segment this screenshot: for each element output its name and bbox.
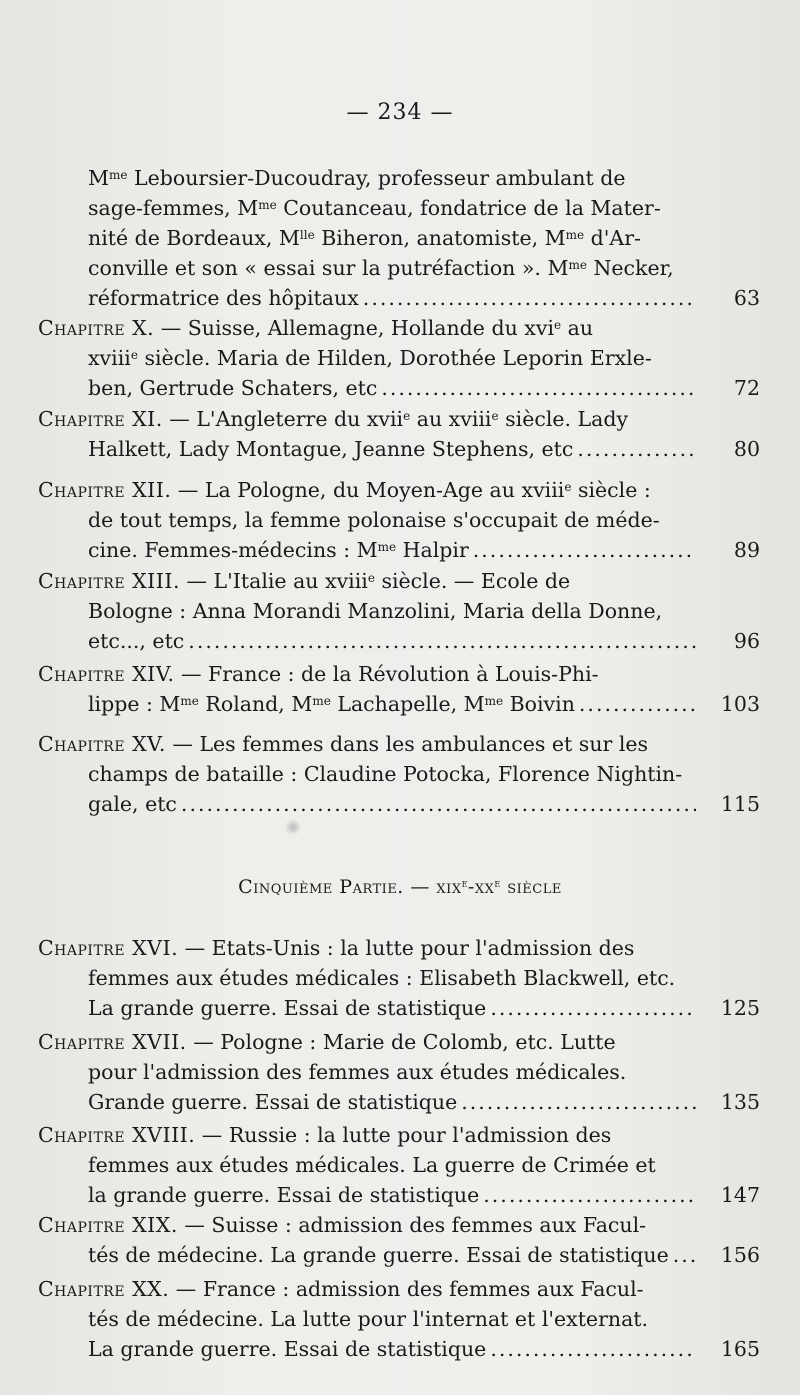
toc-entry-text: La grande guerre. Essai de statistique	[88, 996, 487, 1020]
dot-leader	[673, 1240, 696, 1270]
dot-leader	[188, 626, 696, 656]
chapter-title: — Russie : la lutte pour l'admission des	[195, 1123, 612, 1147]
toc-entry-first-line	[38, 1027, 760, 1057]
dot-leader	[473, 535, 696, 565]
toc-page-number: 115	[720, 792, 760, 816]
toc-page-number: 165	[720, 1337, 760, 1361]
chapter-title: — Pologne : Marie de Colomb, etc. Lutte	[186, 1030, 616, 1054]
toc-last-line	[38, 535, 760, 565]
toc-entry-text: Halkett, Lady Montague, Jeanne Stephens, etc	[88, 437, 574, 461]
toc-last-line	[38, 1240, 760, 1270]
dot-leader	[381, 373, 696, 403]
part-title: Cinquième Partie. — $xix^e-xx^e$ siècle	[238, 876, 562, 898]
toc-page-number: 80	[733, 437, 760, 461]
toc-last-line	[38, 789, 760, 819]
toc-entry-chapter-14	[38, 659, 760, 719]
toc-page-number: 96	[733, 629, 760, 653]
toc-entry-line: $M^{me}$ Leboursier-Ducoudray, professeur ambulant de	[88, 166, 626, 190]
toc-entry-line: nité de Bordeaux, $M^{lle}$ Biheron, anatomiste, $M^{me}$ d'Ar-	[88, 226, 641, 250]
chapter-label: Chapitre XVII.	[38, 1030, 187, 1054]
toc-entry-text: gale, etc	[88, 792, 177, 816]
toc-entry-chapter-12	[38, 475, 760, 565]
toc-entry-intro	[38, 163, 760, 313]
dot-leader	[579, 689, 696, 719]
toc-entry-text: ben, Gertrude Schaters, etc	[88, 376, 378, 400]
chapter-label: Chapitre XX.	[38, 1277, 170, 1301]
chapter-label: Chapitre XI.	[38, 407, 163, 431]
chapter-label: Chapitre X.	[38, 316, 155, 340]
toc-entry-chapter-18	[38, 1120, 760, 1210]
dot-leader	[363, 283, 696, 313]
toc-page-number: 156	[720, 1243, 760, 1267]
toc-entry-chapter-11	[38, 404, 760, 464]
ink-smudge	[285, 818, 301, 836]
dot-leader	[577, 434, 696, 464]
toc-entry-line: xviii$^e$ siècle. Maria de Hilden, Dorothée Leporin Erxle-	[88, 346, 652, 370]
dot-leader	[490, 1334, 696, 1364]
toc-page-number: 63	[733, 286, 760, 310]
chapter-title: — Les femmes dans les ambulances et sur les	[165, 732, 649, 756]
toc-entry-line: sage-femmes, $M^{me}$ Coutanceau, fondatrice de la Mater-	[88, 196, 661, 220]
toc-entry-line: pour l'admission des femmes aux études médicales.	[88, 1060, 627, 1084]
toc-entry-text: tés de médecine. La grande guerre. Essai de statistique	[88, 1243, 669, 1267]
chapter-title: — Etats-Unis : la lutte pour l'admission des	[178, 936, 635, 960]
dot-leader	[490, 993, 696, 1023]
dot-leader	[483, 1180, 696, 1210]
toc-entry-first-line	[38, 404, 760, 434]
toc-page-number: 89	[733, 538, 760, 562]
toc-entry-text: lippe : $M^{me}$ Roland, $M^{me}$ Lachapelle, $M^{me}$ Boivin	[88, 692, 575, 716]
chapter-label: Chapitre XIII.	[38, 569, 180, 593]
page-number: — 234 —	[346, 100, 454, 125]
toc-entry-line: de tout temps, la femme polonaise s'occupait de méde-	[88, 508, 660, 532]
toc-last-line	[38, 1180, 760, 1210]
toc-entry-text: La grande guerre. Essai de statistique	[88, 1337, 487, 1361]
toc-entry-first-line	[38, 313, 760, 343]
chapter-label: Chapitre XII.	[38, 478, 172, 502]
dot-leader	[461, 1087, 696, 1117]
chapter-title: — L'Angleterre du xvii$^e$ au xviii$^e$ siècle. Lady	[162, 407, 629, 431]
toc-entry-line: champs de bataille : Claudine Potocka, Florence Nightin-	[88, 762, 683, 786]
chapter-title: — Suisse : admission des femmes aux Facul-	[177, 1213, 647, 1237]
toc-entry-text: etc..., etc	[88, 629, 185, 653]
toc-page-number: 147	[720, 1183, 760, 1207]
toc-entry-line: tés de médecine. La lutte pour l'internat et l'externat.	[88, 1307, 649, 1331]
toc-last-line	[38, 1087, 760, 1117]
toc-entry-chapter-13	[38, 566, 760, 656]
toc-page-number: 125	[720, 996, 760, 1020]
toc-entry-text: réformatrice des hôpitaux	[88, 286, 359, 310]
chapter-title: — La Pologne, du Moyen-Age au xviii$^e$ siècle :	[171, 478, 651, 502]
toc-entry-first-line	[38, 1120, 760, 1150]
toc-last-line	[38, 1334, 760, 1364]
chapter-title: — France : admission des femmes aux Facul-	[169, 1277, 644, 1301]
toc-page-number: 72	[733, 376, 760, 400]
toc-entry-chapter-16	[38, 933, 760, 1023]
toc-last-line	[38, 626, 760, 656]
toc-entry-text: Grande guerre. Essai de statistique	[88, 1090, 458, 1114]
toc-entry-chapter-20	[38, 1274, 760, 1364]
toc-page-number: 135	[720, 1090, 760, 1114]
toc-entry-first-line	[38, 659, 760, 689]
chapter-label: Chapitre XVI.	[38, 936, 179, 960]
toc-entry-first-line	[38, 1210, 760, 1240]
chapter-title: — Suisse, Allemagne, Hollande du xvi$^e$ au	[154, 316, 594, 340]
toc-entry-first-line	[38, 1274, 760, 1304]
toc-entry-line: Bologne : Anna Morandi Manzolini, Maria della Donne,	[88, 599, 663, 623]
toc-entry-line: femmes aux études médicales : Elisabeth Blackwell, etc.	[88, 966, 676, 990]
toc-last-line	[38, 993, 760, 1023]
chapter-label: Chapitre XIX.	[38, 1213, 178, 1237]
chapter-label: Chapitre XIV.	[38, 662, 175, 686]
toc-entry-line: femmes aux études médicales. La guerre de Crimée et	[88, 1153, 656, 1177]
toc-last-line	[38, 689, 760, 719]
toc-entry-first-line	[38, 566, 760, 596]
toc-entry-chapter-19	[38, 1210, 760, 1270]
toc-entry-first-line	[38, 729, 760, 759]
chapter-label: Chapitre XVIII.	[38, 1123, 196, 1147]
toc-page-number: 103	[720, 692, 760, 716]
chapter-label: Chapitre XV.	[38, 732, 166, 756]
toc-entry-text: la grande guerre. Essai de statistique	[88, 1183, 480, 1207]
toc-entry-chapter-10	[38, 313, 760, 403]
toc-entry-text: cine. Femmes-médecins : $M^{me}$ Halpir	[88, 538, 469, 562]
toc-last-line	[38, 283, 760, 313]
toc-entry-chapter-17	[38, 1027, 760, 1117]
toc-entry-first-line	[38, 933, 760, 963]
chapter-title: — L'Italie au xviii$^e$ siècle. — Ecole de	[179, 569, 571, 593]
toc-entry-first-line	[38, 475, 760, 505]
toc-entry-line: conville et son « essai sur la putréfaction ». $M^{me}$ Necker,	[88, 256, 674, 280]
toc-last-line	[38, 434, 760, 464]
toc-entry-chapter-15	[38, 729, 760, 819]
dot-leader	[181, 789, 696, 819]
chapter-title: — France : de la Révolution à Louis-Phi-	[174, 662, 599, 686]
toc-last-line	[38, 373, 760, 403]
